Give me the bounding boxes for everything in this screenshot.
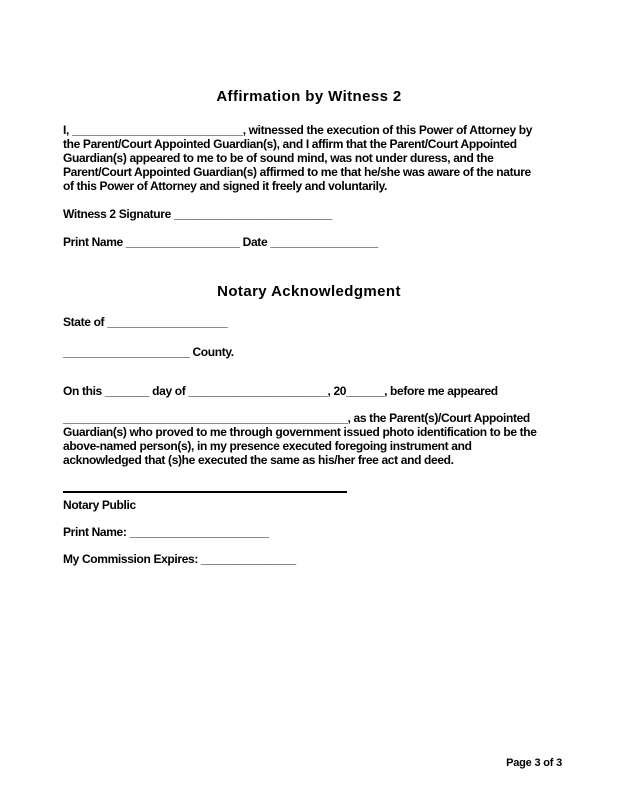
witness-signature-blank: _________________________: [173, 207, 333, 221]
notary-signature-line: [63, 491, 347, 493]
witness-affirmation-paragraph: [63, 123, 532, 193]
intro-prefix: I,: [63, 123, 72, 137]
day-of-label: day of: [149, 384, 189, 398]
county-row: [63, 345, 234, 359]
paragraph-line: Guardian(s) appeared to me to be of sound mind, was not under duress, and the: [63, 151, 494, 165]
paragraph-line: Guardian(s) who proved to me through government issued photo identification to be the: [63, 425, 537, 439]
paragraph-line: [63, 123, 532, 137]
state-blank: ___________________: [107, 315, 228, 329]
witness-signature-label: Witness 2 Signature: [63, 207, 174, 221]
notary-date-row: [63, 384, 498, 398]
witness-affirmation-title: Affirmation by Witness 2: [216, 88, 402, 105]
paragraph-line: of this Power of Attorney and signed it freely and voluntarily.: [63, 179, 387, 193]
date-blank: _________________: [270, 235, 378, 249]
witness-name-blank: ___________________________: [71, 123, 243, 137]
notary-print-name-row: [63, 525, 269, 539]
commission-expires-blank: _______________: [201, 552, 296, 566]
appeared-suffix: , as the Parent(s)/Court Appointed: [347, 411, 530, 425]
state-row: [63, 315, 227, 329]
commission-expires-label: My Commission Expires:: [63, 552, 201, 566]
before-me-label: , before me appeared: [384, 384, 498, 398]
paragraph-line: acknowledged that (s)he executed the same as his/her free act and deed.: [63, 453, 454, 467]
day-blank: _______: [104, 384, 150, 398]
witness-signature-row: [63, 207, 332, 221]
page-number: Page 3 of 3: [506, 757, 562, 769]
appeared-name-blank: _____________________________________________: [63, 411, 348, 425]
month-blank: ______________________: [188, 384, 328, 398]
commission-expires-row: [63, 552, 296, 566]
notary-paragraph: [63, 411, 537, 467]
paragraph-line: Parent/Court Appointed Guardian(s) affirmed to me that he/she was aware of the nature: [63, 165, 531, 179]
year-label: , 20: [327, 384, 347, 398]
paragraph-line: [63, 411, 537, 425]
date-label: Date: [239, 235, 271, 249]
witness-print-date-row: [63, 235, 378, 249]
paragraph-line: the Parent/Court Appointed Guardian(s), and I affirm that the Parent/Court Appointed: [63, 137, 517, 151]
intro-suffix: , witnessed the execution of this Power of Attorney by: [242, 123, 533, 137]
state-label: State of: [63, 315, 108, 329]
county-label: County.: [189, 345, 234, 359]
county-blank: ____________________: [63, 345, 190, 359]
notary-print-name-label: Print Name:: [63, 525, 130, 539]
on-this-label: On this: [63, 384, 105, 398]
notary-public-label: Notary Public: [63, 498, 136, 512]
notary-print-name-blank: ______________________: [129, 525, 269, 539]
notary-public-label-row: [63, 498, 136, 512]
print-name-blank: __________________: [125, 235, 240, 249]
year-blank: ______: [346, 384, 385, 398]
notary-acknowledgment-title: Notary Acknowledgment: [217, 283, 401, 300]
paragraph-line: above-named person(s), in my presence executed foregoing instrument and: [63, 439, 472, 453]
print-name-label: Print Name: [63, 235, 126, 249]
